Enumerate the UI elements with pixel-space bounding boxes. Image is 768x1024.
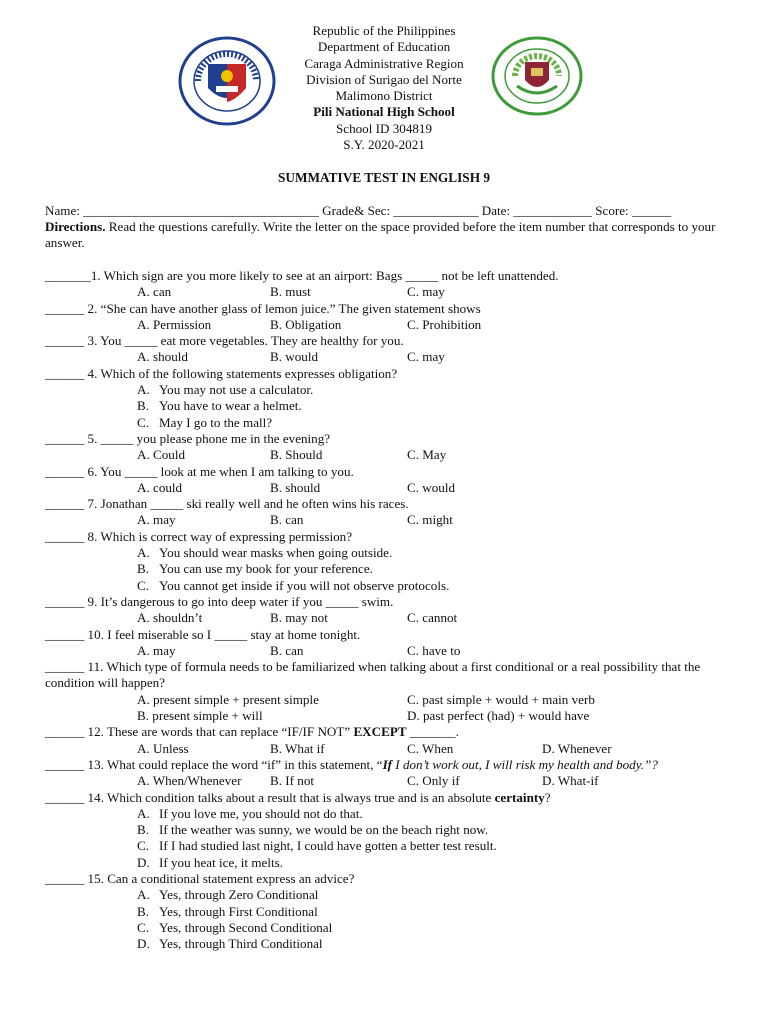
answer-option: A. Permission (137, 316, 212, 332)
option-letter: B. (137, 561, 150, 577)
question-stem: ______ 11. Which type of formula needs to be familiarized when talking about a first conditional or a real possibility that the condition will happen? (45, 659, 701, 691)
answer-option: B. would (270, 349, 319, 365)
option-text: You can use my book for your reference. (159, 561, 373, 577)
deped-seal-logo (178, 36, 276, 126)
question-item (45, 594, 725, 627)
answer-option (45, 382, 725, 398)
option-text: You have to wear a helmet. (159, 398, 302, 414)
stem-emphasis: If (382, 756, 393, 772)
answer-option: C. have to (407, 642, 461, 658)
answer-option: A. could (137, 479, 183, 495)
options-row (45, 643, 725, 659)
question-item (45, 496, 725, 529)
option-text: You may not use a calculator. (159, 382, 314, 398)
option-letter: A. (137, 382, 150, 398)
stem-emphasis: EXCEPT (353, 724, 407, 740)
stem-text: ______ 12. These are words that can replace “IF/IF NOT” (45, 724, 354, 740)
answer-option (45, 936, 725, 952)
options-row (45, 692, 725, 708)
question-item (45, 871, 725, 952)
question-stem: ______ 3. You _____ eat more vegetables. They are healthy for you. (45, 333, 404, 349)
answer-option: D. What-if (542, 773, 599, 789)
option-text: Yes, through Zero Conditional (159, 887, 319, 903)
stem-text: _______. (406, 724, 459, 740)
option-letter: C. (137, 838, 150, 854)
answer-option: C. may (407, 284, 445, 300)
answer-option: D. past perfect (had) + would have (407, 708, 590, 724)
answer-option (45, 822, 725, 838)
question-stem: ______ 9. It’s dangerous to go into deep water if you _____ swim. (45, 593, 394, 609)
answer-option (45, 855, 725, 871)
answer-option: A. Unless (137, 740, 189, 756)
question-item (45, 529, 725, 594)
answer-option (45, 578, 725, 594)
student-info-line: Name: ____________________________________ Grade& Sec: _____________ Date: ____________ Score: ______ (45, 203, 672, 218)
question-stem: ______ 10. I feel miserable so I _____ stay at home tonight. (45, 626, 361, 642)
option-text: If the weather was sunny, we would be on the beach right now. (159, 822, 489, 838)
question-item (45, 268, 725, 301)
answer-option: B. If not (270, 773, 315, 789)
question-stem: ______ 4. Which of the following statements expresses obligation? (45, 365, 398, 381)
answer-option: B. must (270, 284, 311, 300)
option-text: You should wear masks when going outside. (159, 545, 393, 561)
answer-option: A. may (137, 642, 176, 658)
answer-option: B. What if (270, 740, 325, 756)
answer-option: B. present simple + will (137, 708, 263, 724)
options-row (45, 708, 725, 724)
answer-option: C. Only if (407, 773, 460, 789)
question-item (45, 333, 725, 366)
option-letter: B. (137, 903, 150, 919)
option-letter: A. (137, 887, 150, 903)
question-stem (45, 757, 725, 773)
option-letter: A. (137, 545, 150, 561)
answer-option: A. shouldn’t (137, 610, 203, 626)
option-letter: C. (137, 414, 150, 430)
answer-option: A. should (137, 349, 188, 365)
question-stem (45, 790, 725, 806)
options-list (45, 806, 725, 871)
header-line: Caraga Administrative Region (304, 55, 464, 71)
answer-option: C. Prohibition (407, 316, 482, 332)
question-item (45, 464, 725, 497)
header-line: Malimono District (335, 88, 433, 104)
question-list (45, 268, 725, 952)
answer-option: B. should (270, 479, 321, 495)
directions-text: Read the questions carefully. Write the letter on the space provided before the item number that corresponds to your answer. (45, 219, 716, 250)
option-letter: B. (137, 398, 150, 414)
answer-option: A. may (137, 512, 176, 528)
options-row (45, 512, 725, 528)
question-item (45, 431, 725, 464)
option-text: If I had studied last night, I could have gotten a better test result. (159, 838, 497, 854)
answer-option (45, 561, 725, 577)
answer-option: C. past simple + would + main verb (407, 691, 595, 707)
option-letter: C. (137, 919, 150, 935)
options-row (45, 284, 725, 300)
options-row (45, 610, 725, 626)
header-line: Republic of the Philippines (312, 23, 456, 38)
answer-option (45, 904, 725, 920)
answer-option (45, 398, 725, 414)
option-text: If you heat ice, it melts. (159, 854, 283, 870)
stem-emphasis: certainty (494, 789, 545, 805)
options-row (45, 349, 725, 365)
question-item (45, 757, 725, 790)
answer-option: C. When (407, 740, 454, 756)
question-stem: ______ 2. “She can have another glass of lemon juice.” The given statement shows (45, 300, 481, 316)
stem-quote: I don’t work out, I will risk my health and body.”? (392, 756, 658, 772)
answer-option: A. can (137, 284, 172, 300)
answer-option: C. might (407, 512, 453, 528)
answer-option (45, 545, 725, 561)
school-header (270, 23, 498, 153)
answer-option: A. Could (137, 447, 186, 463)
answer-option: D. Whenever (542, 740, 612, 756)
stem-text: ? (544, 789, 551, 805)
stem-text: ______ 14. Which condition talks about a result that is always true and is an absolute (45, 789, 495, 805)
option-text: May I go to the mall? (159, 414, 273, 430)
option-text: If you love me, you should not do that. (159, 805, 363, 821)
options-row (45, 773, 725, 789)
answer-option: C. would (407, 479, 456, 495)
pili-nhs-seal-logo (491, 36, 583, 116)
options-row (45, 480, 725, 496)
answer-option: C. may (407, 349, 445, 365)
option-letter: C. (137, 577, 150, 593)
question-item (45, 366, 725, 431)
stem-text: ______ 13. What could replace the word “if” in this statement, “ (45, 756, 383, 772)
answer-option: C. cannot (407, 610, 458, 626)
test-title: SUMMATIVE TEST IN ENGLISH 9 (277, 170, 491, 185)
options-list (45, 887, 725, 952)
answer-option: B. Obligation (270, 316, 342, 332)
option-letter: A. (137, 805, 150, 821)
answer-option (45, 920, 725, 936)
question-item (45, 724, 725, 757)
question-item (45, 301, 725, 334)
school-name: Pili National High School (313, 104, 455, 120)
answer-option: B. Should (270, 447, 323, 463)
answer-option: B. may not (270, 610, 328, 626)
answer-option: A. present simple + present simple (137, 691, 319, 707)
option-letter: D. (137, 854, 150, 870)
option-text: You cannot get inside if you will not observe protocols. (159, 577, 450, 593)
option-letter: D. (137, 936, 150, 952)
answer-option (45, 415, 725, 431)
header-line: Department of Education (317, 39, 451, 55)
option-text: Yes, through First Conditional (159, 903, 318, 919)
answer-option: B. can (270, 512, 304, 528)
options-list (45, 382, 725, 431)
directions (45, 219, 725, 251)
answer-option: B. can (270, 642, 304, 658)
question-item (45, 627, 725, 660)
school-id: School ID 304819 (335, 120, 433, 136)
question-stem: ______ 6. You _____ look at me when I am talking to you. (45, 463, 354, 479)
question-stem: ______ 7. Jonathan _____ ski really well and he often wins his races. (45, 496, 409, 512)
question-stem: ______ 5. _____ you please phone me in the evening? (45, 430, 331, 446)
question-stem (45, 724, 725, 740)
options-row (45, 741, 725, 757)
question-stem: ______ 15. Can a conditional statement express an advice? (45, 870, 355, 886)
question-item (45, 790, 725, 871)
header-line: Division of Surigao del Norte (306, 71, 462, 87)
answer-option: A. When/Whenever (137, 773, 242, 789)
directions-label: Directions. (45, 219, 106, 234)
question-stem: _______1. Which sign are you more likely to see at an airport: Bags _____ not be left unattended. (45, 268, 559, 283)
option-letter: B. (137, 822, 150, 838)
question-item (45, 659, 725, 724)
options-row (45, 317, 725, 333)
answer-option (45, 838, 725, 854)
options-list (45, 545, 725, 594)
school-year: S.Y. 2020-2021 (343, 137, 425, 153)
options-row (45, 447, 725, 463)
answer-option: C. May (407, 447, 447, 463)
answer-option (45, 887, 725, 903)
option-text: Yes, through Third Conditional (159, 936, 323, 952)
answer-option (45, 806, 725, 822)
option-text: Yes, through Second Conditional (159, 919, 333, 935)
question-stem: ______ 8. Which is correct way of expressing permission? (45, 528, 353, 544)
